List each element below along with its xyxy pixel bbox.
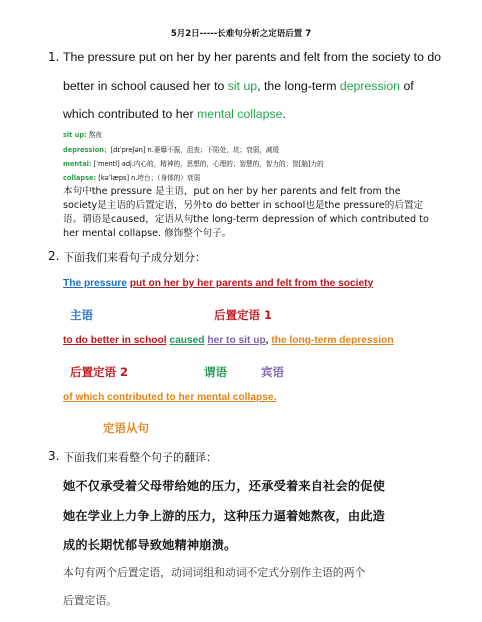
vocab-definition: 熬夜 [86,131,102,139]
section-heading: 下面我们来看整个句子的翻译： [63,451,217,464]
component-relative-clause: of which contributed to her mental collapse. [63,392,277,403]
vocab-entry [63,129,102,139]
component-clause-head: the long-term depression [271,335,394,346]
keyword-sit-up: sit up [227,79,258,93]
sentence-line-2 [63,79,414,93]
vocab-definition: [kəˈlæps] n.垮台；（身体的）衰弱 [96,174,201,182]
component-post-modifier-2: to do better in school [63,335,167,346]
sentence-text: which contributed to her [63,107,197,121]
component-post-modifier-1: put on her by her parents and felt from the society [129,278,374,289]
item-number-3: 3. [48,449,60,463]
vocab-word: sit up: [63,131,87,139]
note-line-1: 本句有两个后置定语，动词词组和动词不定式分别作主语的两个 [63,566,366,579]
component-row-3 [63,392,276,403]
translation-line-1: 她不仅承受着父母带给她的压力，还承受着来自社会的促使 [63,479,386,493]
label-post-modifier-1: 后置定语 1 [214,308,273,322]
comma: , [265,335,269,346]
component-subject: The pressure [63,278,127,289]
vocab-entry [63,144,279,154]
vocab-definition: [ˈmentl] adj.内心的，精神的，思想的，心理的；智慧的，智力的；智[脑]力的 [91,160,324,168]
vocab-word: mental: [63,160,92,168]
vocab-word: depression [63,146,104,154]
keyword-mental-collapse: mental collapse [196,107,283,121]
item-number-1: 1. [48,50,60,64]
note-line-2: 后置定语。 [63,594,117,607]
page-title: 5月2日-----长难句分析之定语后置 7 [170,29,312,39]
label-object: 宾语 [261,365,284,379]
section-heading: 下面我们来看句子成分划分： [63,251,206,264]
item-number-2: 2. [48,249,60,263]
sentence-text: . [282,107,286,121]
sentence-line-1: The pressure put on her by her parents and felt from the society to do [63,50,441,64]
translation-line-2: 她在学业上力争上游的压力，这种压力逼着她熬夜，由此造 [63,509,386,523]
label-relative-clause: 定语从句 [103,421,149,435]
component-object: her to sit up [207,335,266,346]
explanation-paragraph: 本句中the pressure 是主语，put on her by her parents and felt from the society是主语的后置定语，另外to do better in school也是the pressure的后置定语。谓语是caused，定语从句the long-term depression of which contributed to her mental collapse. 修饰整个句子。 [63,186,429,239]
component-row-1 [63,278,373,289]
vocab-entry [63,158,324,168]
label-verb: 谓语 [204,365,227,379]
label-subject: 主语 [70,308,93,322]
keyword-depression: depression [339,79,401,93]
vocab-word: collapse: [63,174,97,182]
sentence-text: , the long-term [257,79,340,93]
sentence-text: better in school caused her to [63,79,228,93]
sentence-text: of [400,79,414,93]
label-post-modifier-2: 后置定语 2 [70,365,129,379]
sentence-line-3 [63,107,286,121]
component-verb: caused [169,335,205,346]
translation-line-3: 成的长期忧郁导致她精神崩溃。 [63,538,237,552]
component-row-2 [63,335,394,346]
vocab-definition: ；[dɪˈpreʃən] n.萎靡不振，沮丧；下陷处，坑；衰弱，减缓 [103,146,280,154]
vocab-entry [63,172,200,182]
